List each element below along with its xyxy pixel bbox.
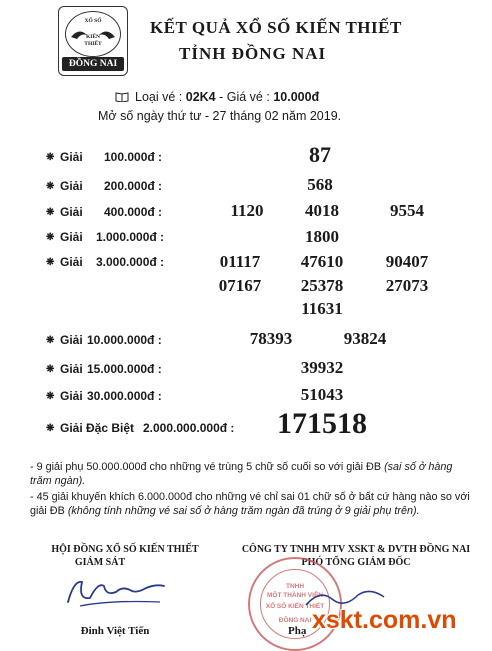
logo-top-text: XỔ SỐ	[84, 18, 102, 24]
prize-bullet: ❋	[46, 257, 55, 268]
prize-amount: 30.000.000đ :	[87, 389, 162, 403]
supervisor-signature	[60, 572, 170, 612]
winning-number: 11631	[301, 299, 343, 318]
note-encouragement-prizes	[30, 490, 470, 518]
winning-number: 47610	[300, 252, 344, 271]
prize-label: Giải	[60, 389, 83, 403]
winning-number: 1120	[230, 201, 264, 220]
supervisor-org: HỘI ĐỒNG XỔ SỐ KIẾN THIẾT	[51, 544, 199, 555]
prize-label: Giải	[60, 255, 83, 269]
winning-number: 01117	[219, 252, 261, 271]
special-prize-amount: 2.000.000.000đ :	[143, 421, 235, 435]
note-1-italic: (sai số ở hàng trăm ngàn).	[30, 461, 453, 487]
prize-bullet: ❋	[46, 423, 55, 434]
draw-date: Mở số ngày thứ tư - 27 tháng 02 năm 2019.	[98, 109, 342, 123]
seal-line: MỘT THÀNH VIÊN	[267, 592, 323, 599]
winning-number: 25378	[300, 276, 344, 295]
special-winning-number: 171518	[277, 407, 367, 440]
page-title: KẾT QUẢ XỔ SỐ KIẾN THIẾT	[150, 18, 402, 37]
winning-number: 27073	[385, 276, 429, 295]
supervisor-name: Đinh Việt Tiến	[80, 625, 150, 637]
logo-banner: ĐỒNG NAI	[62, 57, 124, 71]
prize-label: Giải	[60, 205, 83, 219]
winning-number: 07167	[218, 276, 262, 295]
price-label: - Giá vé :	[219, 90, 270, 104]
winning-number: 1800	[305, 227, 339, 246]
prize-label: Giải	[60, 150, 83, 164]
ticket-price: 10.000đ	[273, 90, 320, 104]
seal-line: XỔ SỐ KIẾN THIẾT	[265, 603, 325, 610]
prize-amount: 3.000.000đ :	[96, 255, 165, 269]
province-title: TỈNH ĐỒNG NAI	[179, 44, 327, 63]
note-1-text: - 9 giải phụ 50.000.000đ cho những vé trùng 5 chữ số cuối so với giải ĐB	[30, 461, 382, 473]
seal-line: TNHH	[285, 583, 305, 590]
winning-number: 568	[307, 175, 333, 194]
prize-label: Giải	[60, 230, 83, 244]
prize-amount: 10.000.000đ :	[87, 333, 162, 347]
winning-number: 93824	[343, 329, 387, 348]
prize-bullet: ❋	[46, 335, 55, 346]
book-icon	[115, 92, 129, 102]
prize-label: Giải	[60, 333, 83, 347]
prize-amount: 400.000đ :	[104, 205, 163, 219]
logo-emblem	[65, 11, 121, 57]
logo-mid-text: KIẾN	[85, 34, 101, 40]
winning-number: 39932	[300, 358, 344, 377]
company-org: CÔNG TY TNHH MTV XSKT & DVTH ĐỒNG NAI	[241, 544, 471, 555]
company-role: PHÓ TỔNG GIÁM ĐỐC	[301, 557, 411, 568]
winning-number: 90407	[385, 252, 429, 271]
note-2-italic: (không tính những vé sai số ở hàng trăm ngàn đã trúng ở 9 giải phụ trên).	[67, 505, 420, 517]
winning-number: 87	[309, 142, 331, 167]
prize-amount: 15.000.000đ :	[87, 362, 162, 376]
winning-number: 9554	[390, 201, 424, 220]
prize-bullet: ❋	[46, 207, 55, 218]
winning-number: 4018	[305, 201, 339, 220]
winning-number: 78393	[249, 329, 293, 348]
prize-bullet: ❋	[46, 232, 55, 243]
ticket-label: Loại vé :	[135, 90, 183, 104]
logo-mid-text-2: THIẾT	[84, 41, 102, 47]
note-consolation-prizes	[30, 460, 470, 488]
winning-number: 51043	[300, 385, 344, 404]
prize-bullet: ❋	[46, 152, 55, 163]
prize-label: Giải	[60, 179, 83, 193]
ticket-code: 02K4	[185, 90, 216, 104]
site-watermark: xskt.com.vn	[312, 606, 457, 634]
seal-line: ĐỒNG NAI	[278, 617, 312, 624]
company-signer-name: Phạ	[288, 625, 307, 637]
note-2-text: - 45 giải khuyến khích 6.000.000đ cho những vé chỉ sai 01 chữ số ở bất cứ hàng nào so với giải ĐB	[30, 491, 470, 517]
prize-bullet: ❋	[46, 181, 55, 192]
prize-bullet: ❋	[46, 391, 55, 402]
prize-amount: 200.000đ :	[104, 179, 163, 193]
prize-label: Giải	[60, 362, 83, 376]
dong-nai-lottery-logo	[58, 6, 128, 76]
special-prize-label: Giải Đặc Biệt	[60, 421, 135, 435]
prize-amount: 1.000.000đ :	[96, 230, 165, 244]
ticket-info	[115, 90, 319, 104]
supervisor-role: GIÁM SÁT	[74, 557, 126, 568]
prize-bullet: ❋	[46, 364, 55, 375]
prize-amount: 100.000đ :	[104, 150, 163, 164]
